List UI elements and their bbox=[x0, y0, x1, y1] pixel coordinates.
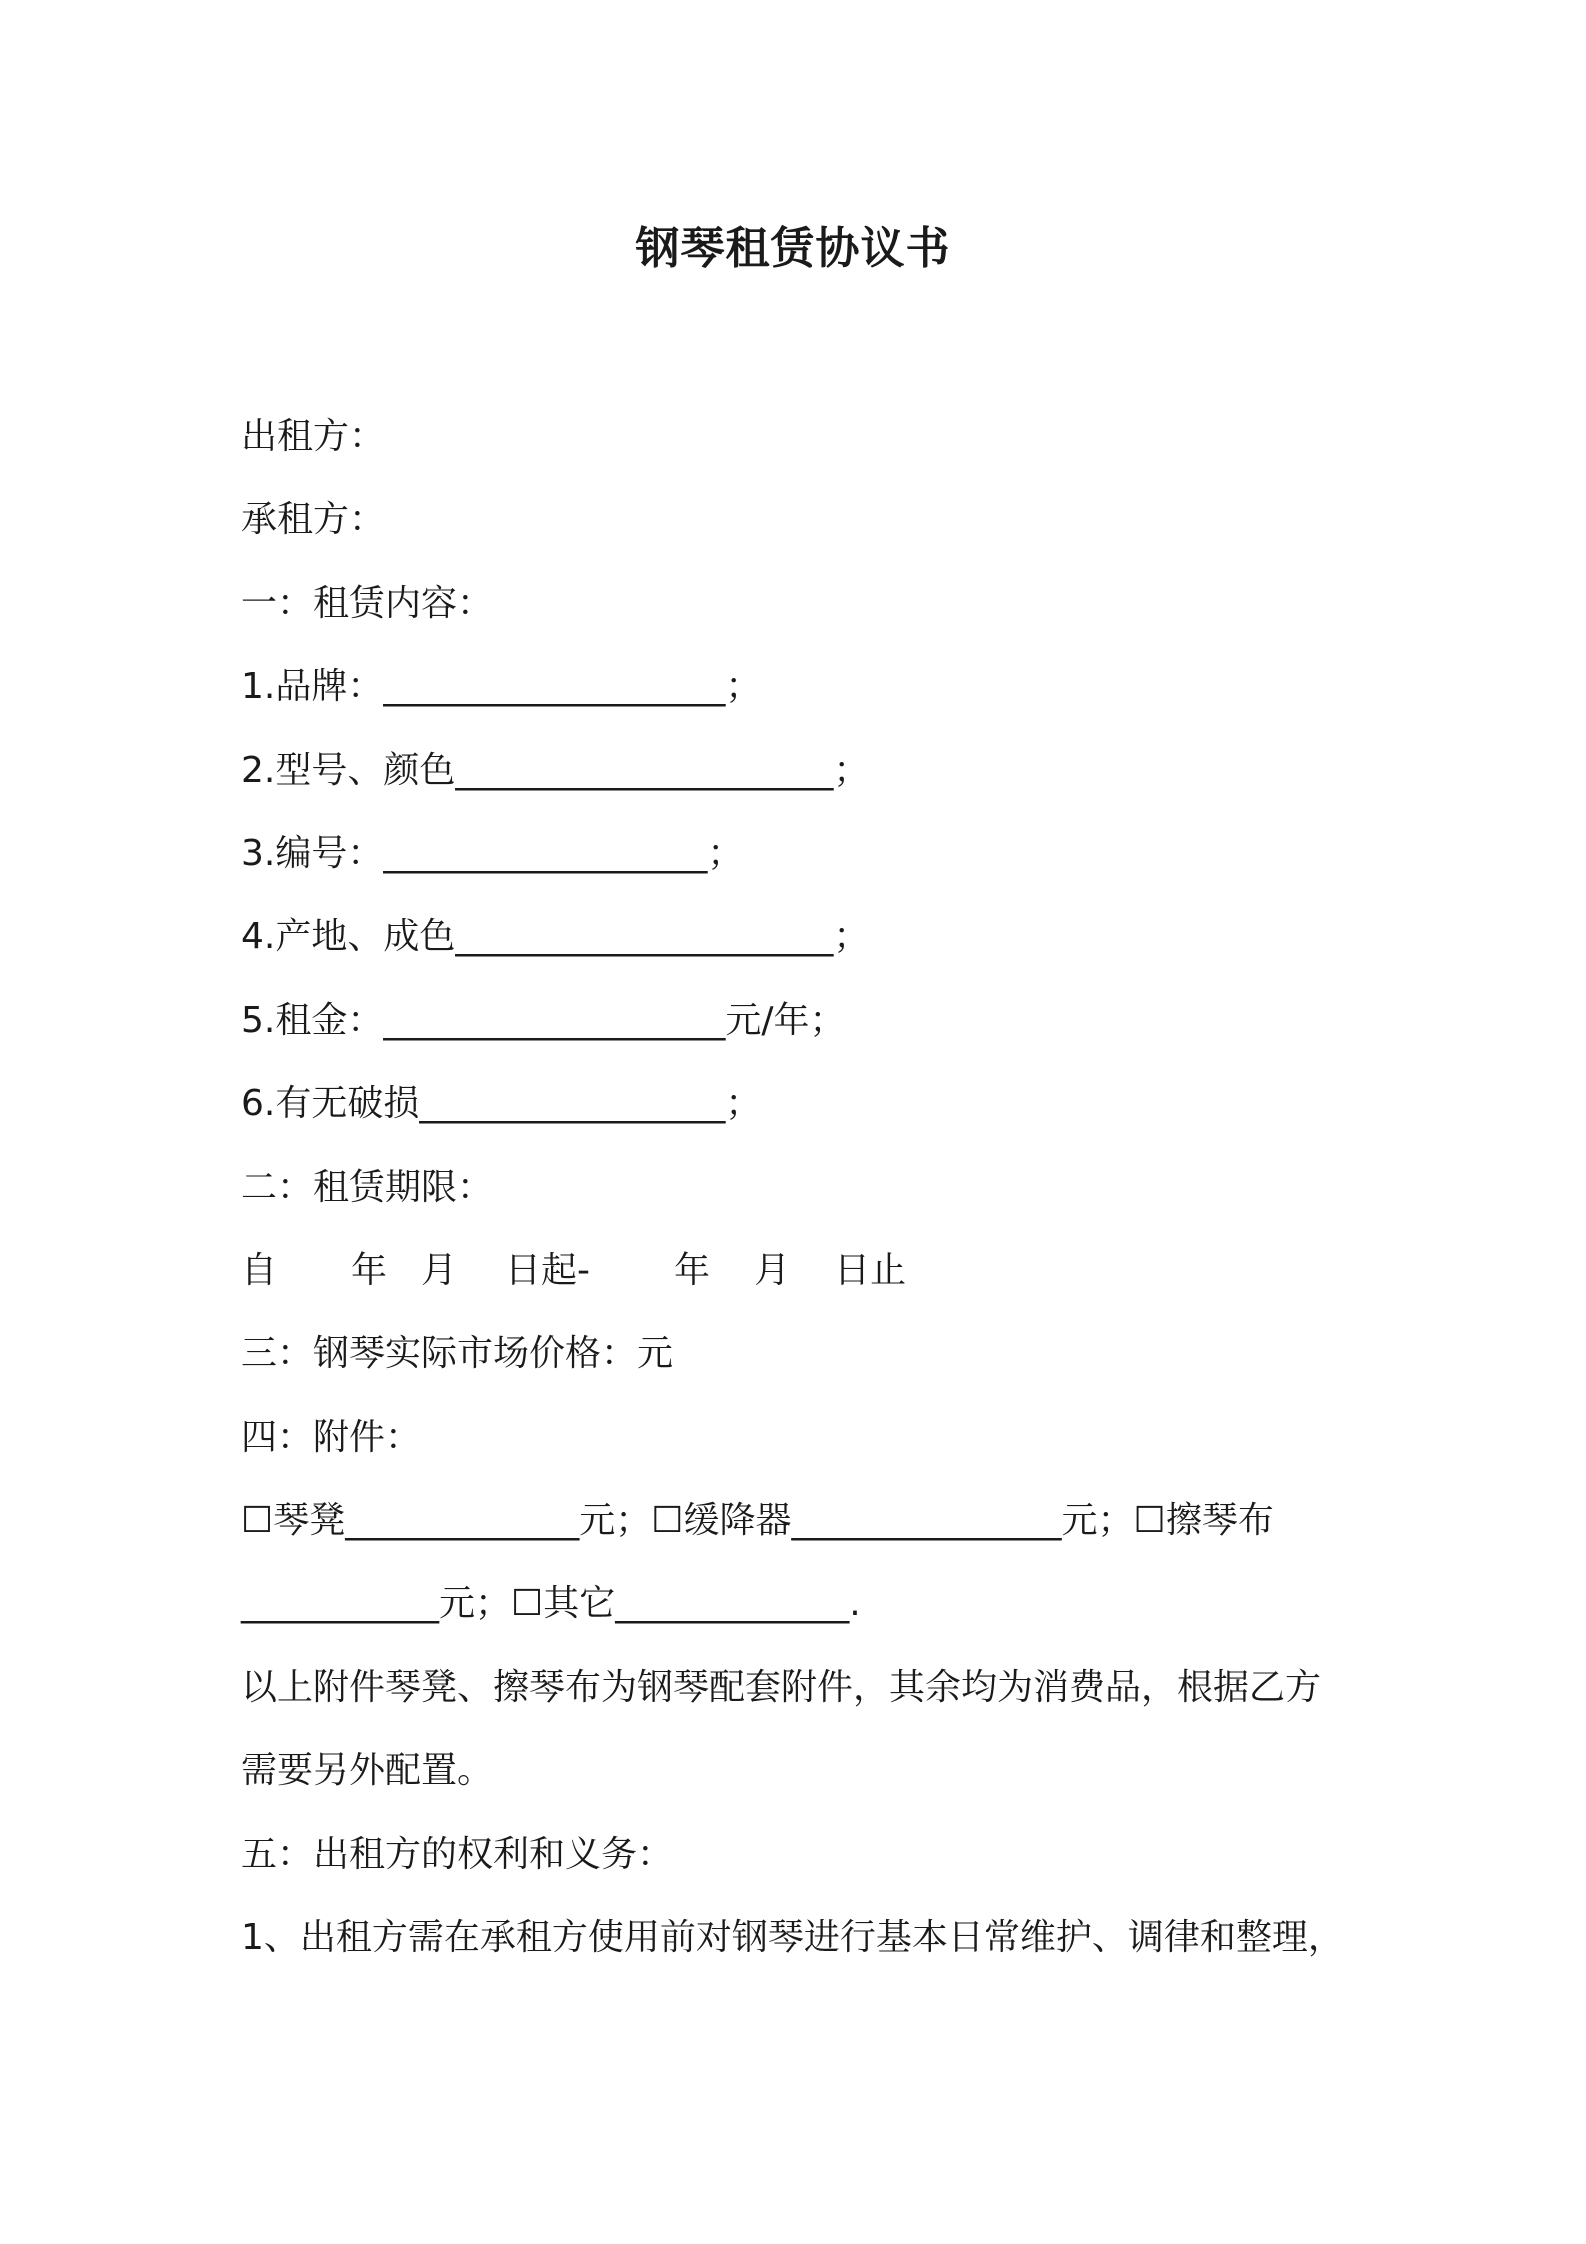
damage-line: 6.有无破损_________________； bbox=[241, 1083, 762, 1125]
lessor-line: 出租方： bbox=[241, 416, 386, 457]
date-month-1: 月 bbox=[421, 1249, 458, 1291]
accessories-line-1: ☐琴凳_____________元；☐缓降器_______________元；☐擦琴布 bbox=[241, 1500, 1274, 1542]
date-month-2: 月 bbox=[754, 1249, 791, 1291]
accessories-line-2: ___________元；☐其它_____________. bbox=[241, 1583, 861, 1625]
serial-number-line: 3.编号：__________________； bbox=[241, 832, 744, 874]
accessories-note-line-2: 需要另外配置。 bbox=[241, 1750, 494, 1792]
section-4-heading: 四：附件： bbox=[241, 1416, 422, 1458]
section-1-heading: 一：租赁内容： bbox=[241, 582, 494, 624]
market-price-line: 三：钢琴实际市场价格：元 bbox=[241, 1333, 674, 1375]
date-day-start: 日起- bbox=[505, 1249, 591, 1291]
lease-period-line bbox=[241, 1236, 1381, 1319]
section-5-heading: 五：出租方的权利和义务： bbox=[241, 1833, 674, 1875]
date-year-2: 年 bbox=[674, 1249, 711, 1291]
lessor-duty-1-line: 1、出租方需在承租方使用前对钢琴进行基本日常维护、调律和整理， bbox=[241, 1917, 1344, 1959]
origin-condition-line: 4.产地、成色_____________________； bbox=[241, 916, 870, 958]
date-year-1: 年 bbox=[351, 1249, 388, 1291]
date-from: 自 bbox=[241, 1249, 278, 1291]
document-title: 钢琴租赁协议书 bbox=[635, 223, 951, 274]
accessories-note-line-1: 以上附件琴凳、擦琴布为钢琴配套附件，其余均为消费品，根据乙方 bbox=[241, 1666, 1322, 1708]
rent-line: 5.租金：___________________元/年； bbox=[241, 999, 846, 1041]
model-color-line: 2.型号、颜色_____________________； bbox=[241, 749, 870, 791]
section-2-heading: 二：租赁期限： bbox=[241, 1166, 494, 1208]
date-day-end: 日止 bbox=[834, 1249, 907, 1291]
document-body bbox=[241, 402, 1381, 1986]
lessee-line: 承租方： bbox=[241, 499, 386, 541]
brand-line: 1.品牌：___________________； bbox=[241, 666, 762, 708]
